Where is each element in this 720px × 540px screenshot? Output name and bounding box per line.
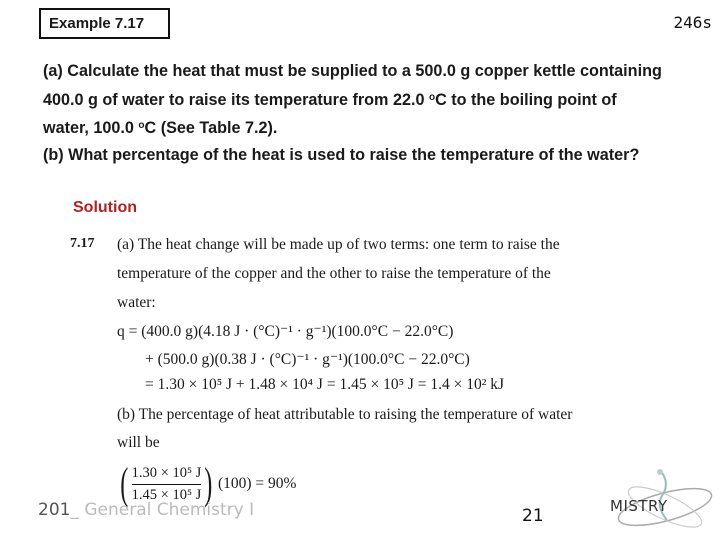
solution-b-line-1: (b) The percentage of heat attributable to raising the temperature of water	[117, 406, 573, 423]
footer-course	[38, 500, 254, 520]
fraction	[132, 465, 202, 504]
page-number: 21	[522, 506, 544, 526]
solution-b-line-2: will be	[117, 434, 160, 451]
footer-course-visible: 201	[38, 500, 71, 520]
fraction-numerator: 1.30 × 10⁵ J	[131, 464, 202, 481]
example-title-box	[39, 8, 170, 39]
solution-a-line-2: temperature of the copper and the other to raise the temperature of the	[117, 265, 551, 282]
problem-part-b: (b) What percentage of the heat is used to raise the temperature of the water?	[43, 145, 640, 164]
footer-course-faded: _ General Chemistry I	[70, 500, 255, 520]
part-a-text-1: (a) Calculate the heat that must be supplied to a 500.0 g copper kettle containing 400.0 g of water to raise its temperature from 22.0	[43, 62, 662, 109]
logo-text: MISTRY	[610, 497, 668, 515]
example-title: Example 7.17	[49, 15, 145, 32]
page-code: 246s	[673, 13, 712, 32]
scanned-solution	[70, 232, 610, 522]
equation-line-1: q = (400.0 g)(4.18 J · (°C)⁻¹ · g⁻¹)(100.0°C − 22.0°C)	[117, 323, 454, 340]
solution-number: 7.17	[70, 236, 95, 251]
right-paren: )	[204, 459, 213, 508]
fraction-denominator: 1.45 × 10⁵ J	[131, 486, 202, 503]
degree-symbol: o	[428, 91, 436, 103]
problem-statement	[43, 58, 663, 168]
fraction-bar	[132, 484, 202, 485]
problem-part-a	[43, 58, 663, 142]
fraction-result: (100) = 90%	[217, 475, 297, 492]
left-paren: (	[120, 459, 129, 508]
part-a-text-2: C to the boiling point of water, 100.0	[43, 90, 617, 137]
equation-line-2: + (500.0 g)(0.38 J · (°C)⁻¹ · g⁻¹)(100.0°C − 22.0°C)	[145, 351, 470, 368]
solution-a-line-3: water:	[117, 294, 156, 311]
solution-label: Solution	[73, 199, 137, 216]
degree-symbol: o	[138, 120, 145, 131]
equation-line-3: = 1.30 × 10⁵ J + 1.48 × 10⁴ J = 1.45 × 10⁵ J = 1.4 × 10² kJ	[145, 376, 505, 393]
solution-a-line-1: (a) The heat change will be made up of two terms: one term to raise the	[117, 236, 560, 253]
part-a-text-3: C (See Table 7.2).	[144, 119, 278, 137]
